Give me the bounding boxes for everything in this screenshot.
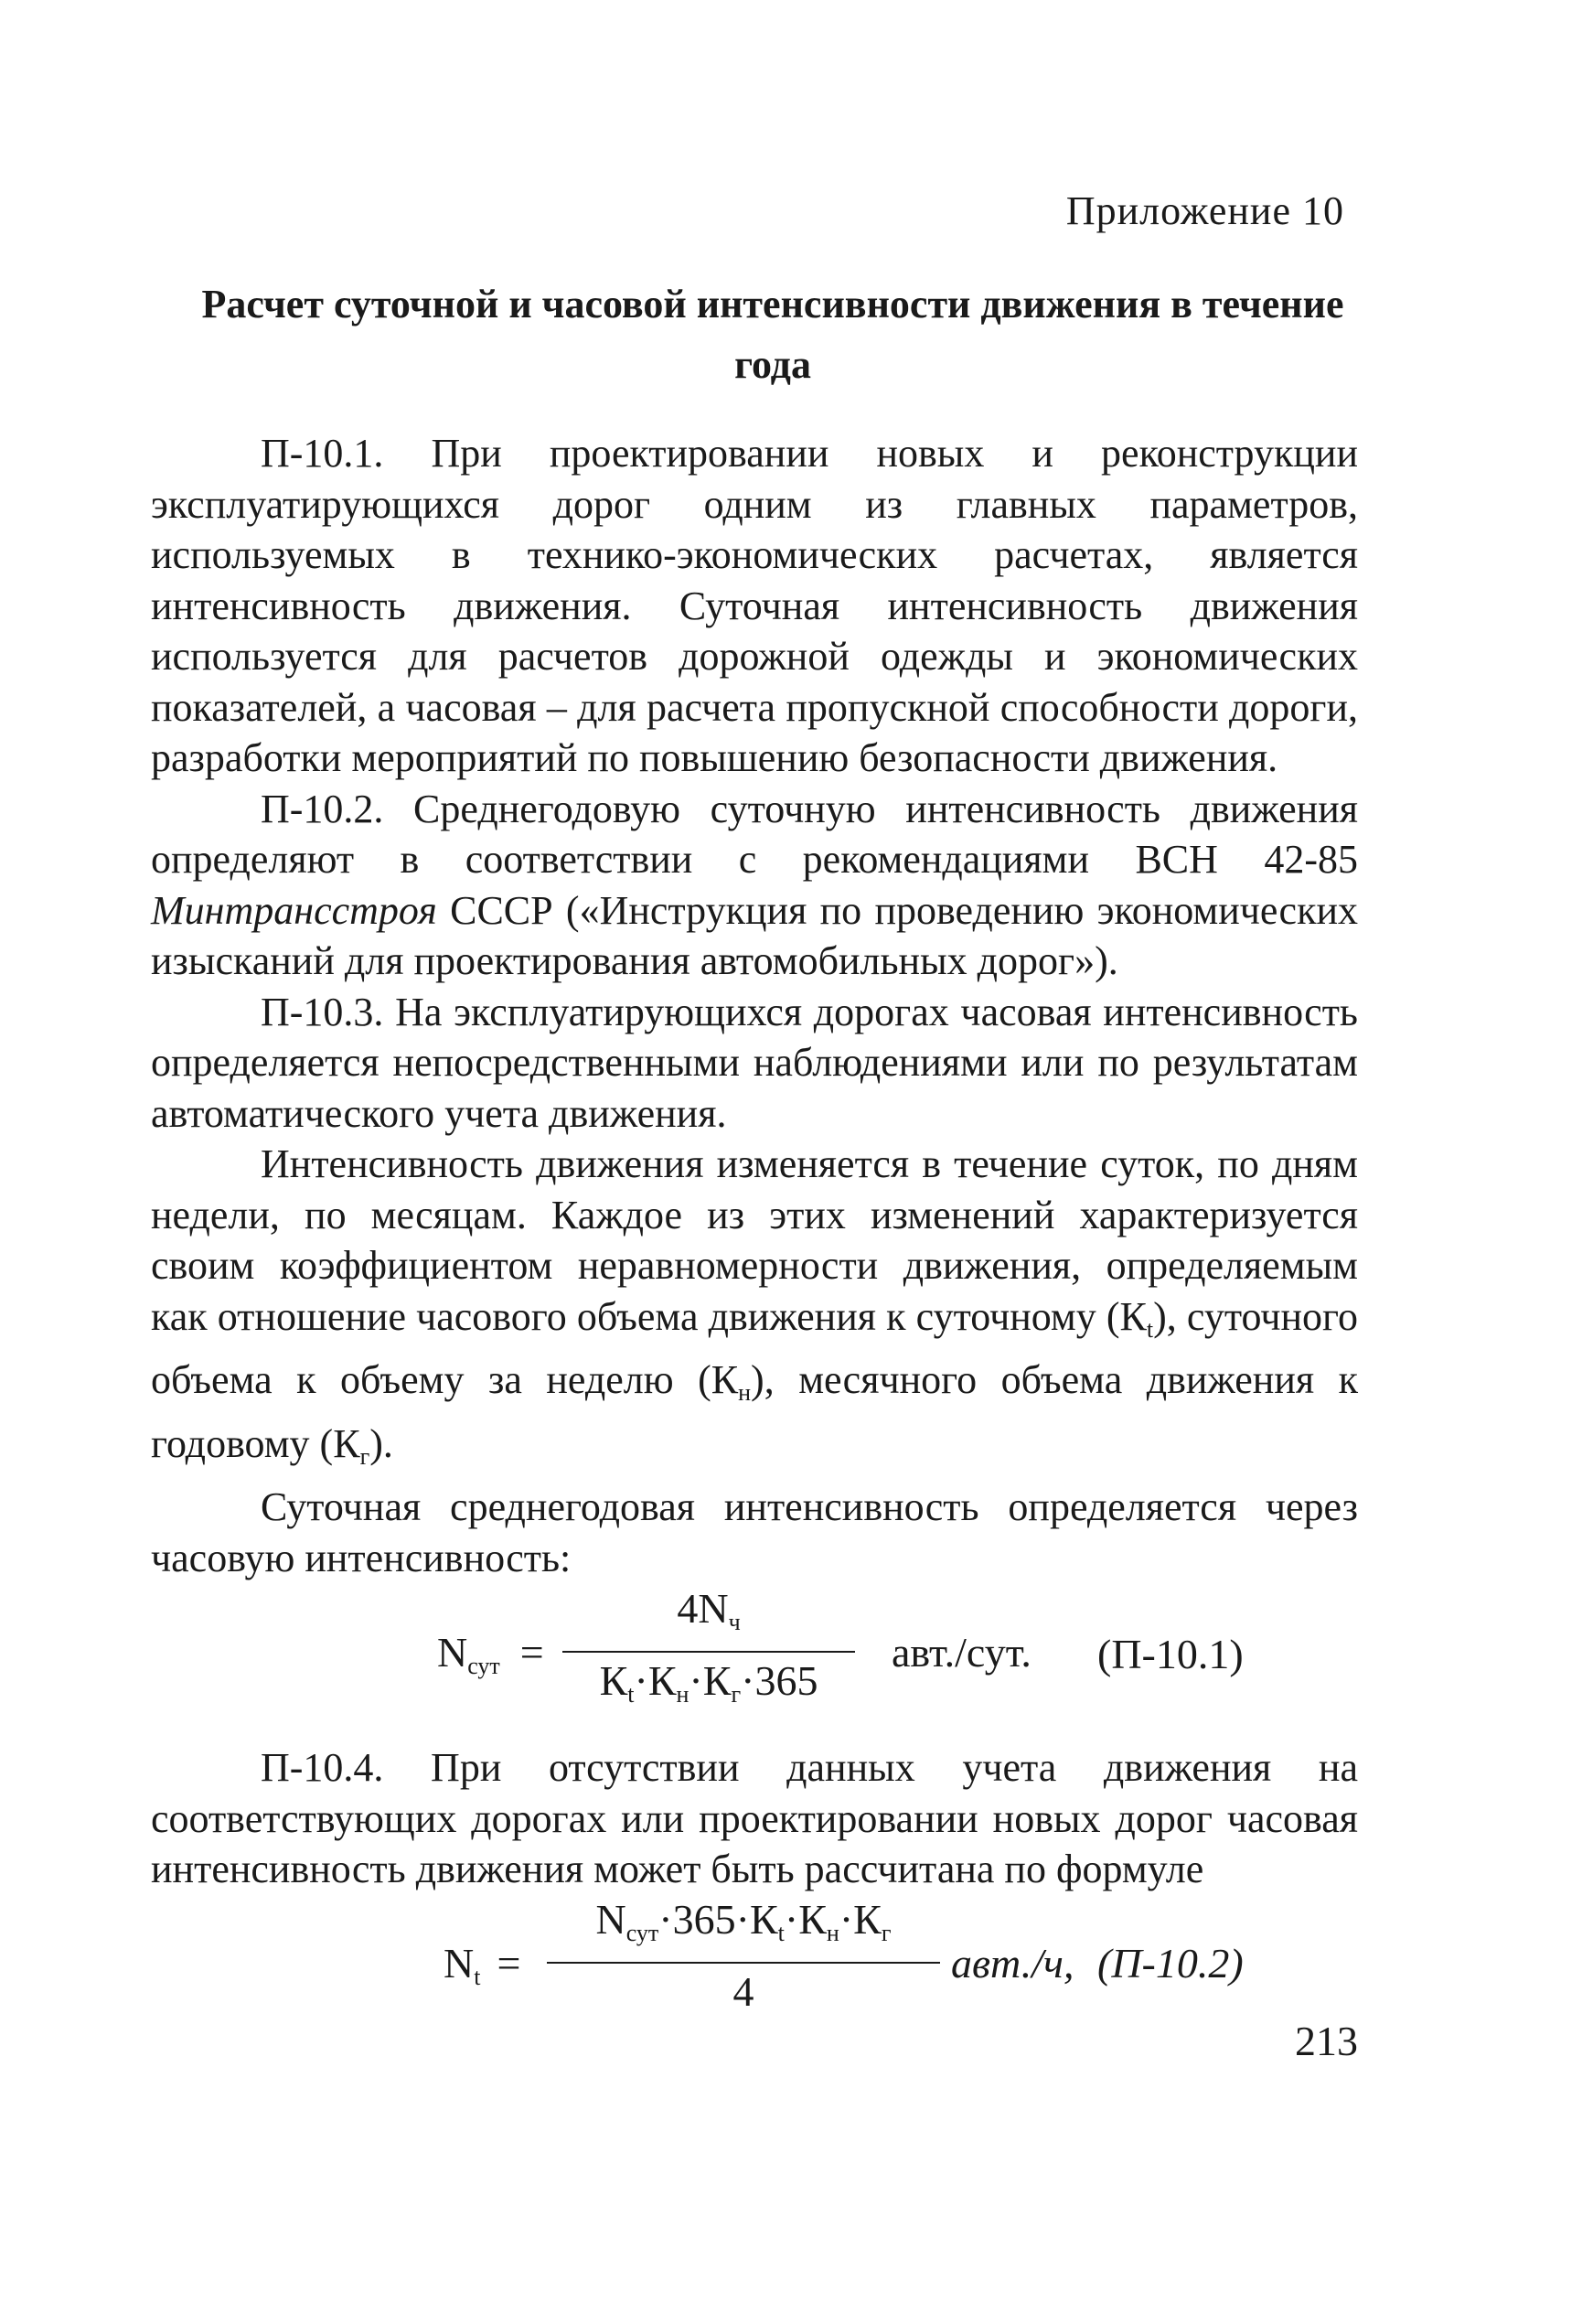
title-line-2: года xyxy=(734,342,811,387)
p2-italic: Минтрансстроя xyxy=(151,887,437,933)
formula1-den-k1-sub: t xyxy=(627,1681,635,1708)
formula2-lhs xyxy=(444,1939,520,1991)
body-text xyxy=(151,428,1358,1583)
formula1-num-sub: ч xyxy=(728,1609,741,1635)
p4-c: ), месячного объема движения к годовому (К xyxy=(151,1357,1358,1466)
formula2-num-365: 365 xyxy=(672,1896,736,1943)
paragraph-p-10-1: П-10.1. При проектировании новых и реконструкции эксплуатирующихся дорог одним из главных параметров, используемых в технико-экономических расчетах, является интенсивность движения. Суточная интенсивность движения используется для расчетов дорожной одежды и экономических показателей, а часовая – для расчета пропускной способности дороги, разработки мероприятий по повышению безопасности движения. xyxy=(151,431,1358,780)
formula1-unit: авт./сут. xyxy=(892,1629,1032,1676)
formula1-denominator xyxy=(562,1655,855,1721)
formula1-dot-3: · xyxy=(741,1657,755,1704)
formula2-num-k2-sub: н xyxy=(826,1920,839,1946)
formula2-dot-4: · xyxy=(839,1896,854,1943)
paragraph-p-10-3: П-10.3. На эксплуатирующихся дорогах часовая интенсивность определяется непосредственными наблюдениями или по результатам автоматического учета движения. xyxy=(151,989,1358,1136)
formula2-ref: (П-10.2) xyxy=(1097,1940,1244,1987)
formula2-fraction xyxy=(547,1893,940,2019)
p4-sub-g: г xyxy=(359,1442,370,1470)
formula2-lhs-sub: t xyxy=(474,1964,481,1990)
formula2-num-n: N xyxy=(595,1896,626,1943)
p4-d: ). xyxy=(369,1420,393,1466)
formula1-eq: = xyxy=(519,1629,544,1676)
formula1-numerator xyxy=(562,1582,855,1649)
formula1-num-4n: 4N xyxy=(677,1585,729,1632)
paragraph-p-10-2 xyxy=(151,784,1358,987)
formula2-lhs-n: N xyxy=(444,1940,475,1987)
paragraph-p-10-4: П-10.4. При отсутствии данных учета движения на соответствующих дорогах или проектировании новых дорог часовая интенсивность движения может быть рассчитана по формуле xyxy=(151,1745,1358,1891)
p4-b: ), суточного объема к объему за неделю (К xyxy=(151,1293,1358,1402)
title-line-1: Расчет суточной и часовой интенсивности движения в течение xyxy=(201,282,1344,327)
p2-start: П-10.2. Среднегодовую суточную интенсивность движения определяют в соответствии с рекомендациями ВСН 42-85 xyxy=(151,786,1358,882)
p4-sub-t: t xyxy=(1146,1315,1154,1343)
formula2-unit: авт./ч, xyxy=(951,1940,1074,1987)
formula2-dot-3: · xyxy=(784,1896,799,1943)
formula1-ref: (П-10.1) xyxy=(1097,1631,1244,1677)
formula1-den-365: 365 xyxy=(754,1657,818,1704)
formula1-lhs-sub: сут xyxy=(467,1653,500,1679)
formula1-den-k3: К xyxy=(702,1657,732,1704)
formula1-lhs xyxy=(437,1628,544,1680)
formula2-num-k1: К xyxy=(749,1896,778,1943)
p4-sub-n: н xyxy=(738,1379,752,1406)
formula2-denominator: 4 xyxy=(732,1968,754,2015)
formula1-dot-2: · xyxy=(689,1657,703,1704)
appendix-label: Приложение 10 xyxy=(1065,188,1344,233)
formula2-num-k3-sub: г xyxy=(881,1920,892,1946)
p4-a: Интенсивность движения изменяется в течение суток, по дням недели, по месяцам. Каждое из этих изменений характеризуется своим коэффициентом неравномерности движения, определяемым как отношение часового объема движения к суточному (К xyxy=(151,1141,1358,1339)
formula1-den-k2-sub: н xyxy=(676,1681,689,1708)
page-number: 213 xyxy=(1295,2018,1358,2064)
paragraph-coefficients xyxy=(151,1139,1358,1482)
formula2-dot-2: · xyxy=(735,1896,750,1943)
formula1-dot-1: · xyxy=(634,1657,648,1704)
formula1-den-k3-sub: г xyxy=(731,1681,742,1708)
formula2-num-k3: К xyxy=(853,1896,882,1943)
formula1-lhs-n: N xyxy=(437,1629,468,1676)
formula1-den-k2: К xyxy=(647,1657,677,1704)
section-title xyxy=(137,274,1408,395)
formula2-num-k2: К xyxy=(798,1896,827,1943)
paragraph-daily-intensity: Суточная среднегодовая интенсивность определяется через часовую интенсивность: xyxy=(151,1484,1358,1580)
formula2-num-k1-sub: t xyxy=(777,1920,785,1946)
formula2-numerator xyxy=(547,1893,940,1960)
formula1-den-k1: К xyxy=(599,1657,628,1704)
formula1-fraction-bar xyxy=(562,1651,855,1653)
formula2-num-n-sub: сут xyxy=(625,1920,659,1946)
formula2-dot-1: · xyxy=(658,1896,673,1943)
body-text-2 xyxy=(151,1742,1358,1895)
formula2-fraction-bar xyxy=(547,1962,940,1964)
formula2-eq: = xyxy=(497,1940,521,1987)
p2-end: СССР («Инструкция по проведению экономических изысканий для проектирования автомобильных дорог»). xyxy=(151,887,1358,983)
formula1-fraction xyxy=(562,1582,855,1721)
